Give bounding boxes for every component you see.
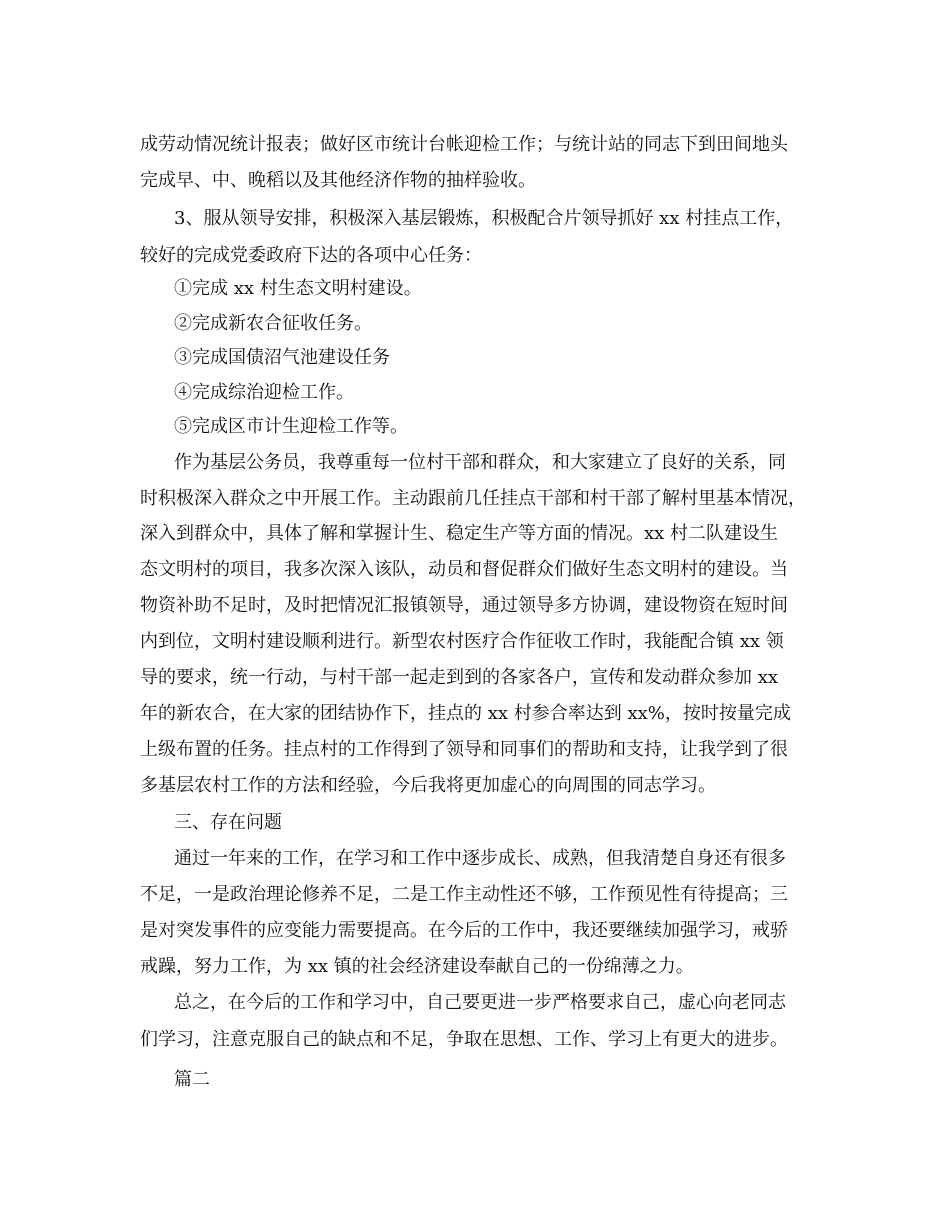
list-item: ⑤完成区市计生迎检工作等。 bbox=[174, 416, 408, 437]
list-item: ④完成综治迎检工作。 bbox=[174, 382, 354, 403]
text-line: 作为基层公务员，我尊重每一位村干部和群众，和大家建立了良好的关系，同 bbox=[174, 452, 786, 473]
text-line: 3、服从领导安排，积极深入基层锻炼，积极配合片领导抓好 xx 村挂点工作， bbox=[174, 208, 794, 229]
text-line: 是对突发事件的应变能力需要提高。在今后的工作中，我还要继续加强学习，戒骄 bbox=[140, 920, 788, 941]
text-line: 戒躁，努力工作，为 xx 镇的社会经济建设奉献自己的一份绵薄之力。 bbox=[140, 956, 694, 977]
text-line: 较好的完成党委政府下达的各项中心任务： bbox=[140, 245, 482, 266]
text-line: 导的要求，统一行动，与村干部一起走到到的各家各户，宣传和发动群众参加 xx bbox=[140, 667, 779, 688]
text-line: 时积极深入群众之中开展工作。主动跟前几任挂点干部和村干部了解村里基本情况， bbox=[140, 488, 806, 509]
text-line: 不足，一是政治理论修养不足，二是工作主动性还不够，工作预见性有待提高；三 bbox=[140, 884, 788, 905]
text-line: 多基层农村工作的方法和经验，今后我将更加虚心的向周围的同志学习。 bbox=[140, 775, 716, 796]
text-line: 内到位，文明村建设顺利进行。新型农村医疗合作征收工作时，我能配合镇 xx 领 bbox=[140, 631, 784, 652]
text-line: 上级布置的任务。挂点村的工作得到了领导和同事们的帮助和支持，让我学到了很 bbox=[140, 739, 788, 760]
list-item: ③完成国债沼气池建设任务 bbox=[174, 347, 390, 368]
list-item: ①完成 xx 村生态文明村建设。 bbox=[174, 278, 422, 299]
section-heading: 三、存在问题 bbox=[174, 812, 282, 833]
section-heading: 篇二 bbox=[174, 1069, 210, 1090]
text-line: 成劳动情况统计报表；做好区市统计台帐迎检工作；与统计站的同志下到田间地头 bbox=[140, 134, 788, 155]
text-line: 态文明村的项目，我多次深入该队，动员和督促群众们做好生态文明村的建设。当 bbox=[140, 559, 788, 580]
text-line: 们学习，注意克服自己的缺点和不足，争取在思想、工作、学习上有更大的进步。 bbox=[140, 1029, 788, 1050]
text-line: 总之，在今后的工作和学习中，自己要更进一步严格要求自己，虚心向老同志 bbox=[174, 992, 786, 1013]
text-line: 深入到群众中，具体了解和掌握计生、稳定生产等方面的情况。xx 村二队建设生 bbox=[140, 523, 779, 544]
text-line: 通过一年来的工作，在学习和工作中逐步成长、成熟，但我清楚自身还有很多 bbox=[174, 848, 786, 869]
text-line: 完成早、中、晚稻以及其他经济作物的抽样验收。 bbox=[140, 170, 536, 191]
text-line: 年的新农合，在大家的团结协作下，挂点的 xx 村参合率达到 xx%，按时按量完成 bbox=[140, 703, 791, 724]
list-item: ②完成新农合征收任务。 bbox=[174, 313, 372, 334]
text-line: 物资补助不足时，及时把情况汇报镇领导，通过领导多方协调，建设物资在短时间 bbox=[140, 595, 788, 616]
